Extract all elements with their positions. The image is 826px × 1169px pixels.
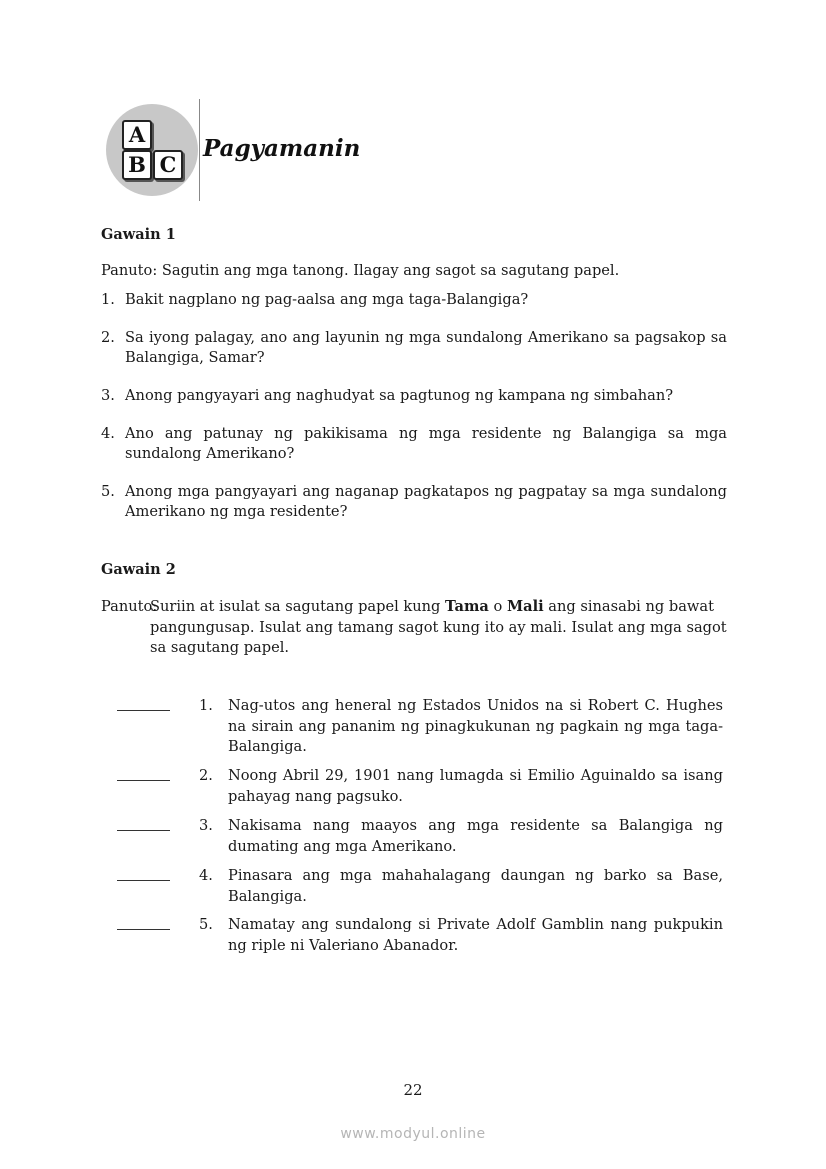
gawain2-directions bbox=[101, 597, 727, 659]
question-text: Sa iyong palagay, ano ang layunin ng mga sundalong Amerikano sa pagsakop sa Balangiga, Samar? bbox=[125, 329, 727, 366]
section-header bbox=[101, 99, 401, 201]
directions-text: Suriin at isulat sa sagutang papel kung Tama o Mali ang sinasabi ng bawat pangungusap. Isulat ang tamang sagot kung ito ay mali. Isulat ang mga sagot sa sagutang papel. bbox=[150, 598, 727, 656]
statement-text: Nakisama nang maayos ang mga residente sa Balangiga ng dumating ang mga Amerikano. bbox=[228, 817, 723, 855]
question-4 bbox=[101, 424, 727, 464]
block-c: C bbox=[153, 150, 183, 180]
question-5 bbox=[101, 482, 727, 522]
statement-text: Namatay ang sundalong si Private Adolf Gamblin nang pukpukin ng riple ni Valeriano Abanador. bbox=[228, 916, 723, 954]
question-text: Ano ang patunay ng pakikisama ng mga residente ng Balangiga sa mga sundalong Amerikano? bbox=[125, 425, 727, 462]
statement-3 bbox=[117, 816, 723, 857]
statement-number: 2. bbox=[199, 767, 213, 784]
answer-blank[interactable] bbox=[117, 830, 170, 831]
statement-number: 1. bbox=[199, 697, 213, 714]
watermark: www.modyul.online bbox=[340, 1126, 486, 1142]
question-number: 5. bbox=[101, 483, 115, 500]
answer-blank[interactable] bbox=[117, 780, 170, 781]
block-b: B bbox=[122, 150, 152, 180]
gawain2-heading: Gawain 2 bbox=[101, 561, 176, 578]
question-2 bbox=[101, 328, 727, 368]
gawain1-directions: Panuto: Sagutin ang mga tanong. Ilagay ang sagot sa sagutang papel. bbox=[101, 262, 620, 279]
statement-1 bbox=[117, 696, 723, 758]
answer-blank[interactable] bbox=[117, 880, 170, 881]
abc-blocks-icon bbox=[106, 104, 198, 196]
section-title: Pagyamanin bbox=[203, 135, 361, 162]
question-1 bbox=[101, 290, 727, 310]
statement-text: Nag-utos ang heneral ng Estados Unidos na si Robert C. Hughes na sirain ang pananim ng pinagkukunan ng pagkain ng mga taga-Balangiga. bbox=[228, 697, 723, 755]
block-a: A bbox=[122, 120, 152, 150]
statement-2 bbox=[117, 766, 723, 807]
question-number: 2. bbox=[101, 329, 115, 346]
question-number: 3. bbox=[101, 387, 115, 404]
question-number: 1. bbox=[101, 291, 115, 308]
gawain1-heading: Gawain 1 bbox=[101, 226, 176, 243]
question-number: 4. bbox=[101, 425, 115, 442]
question-3 bbox=[101, 386, 727, 406]
statement-5 bbox=[117, 915, 723, 956]
answer-blank[interactable] bbox=[117, 710, 170, 711]
header-divider bbox=[199, 99, 200, 201]
question-text: Anong pangyayari ang naghudyat sa pagtunog ng kampana ng simbahan? bbox=[125, 387, 674, 404]
tama-keyword: Tama bbox=[445, 598, 489, 615]
mali-keyword: Mali bbox=[506, 598, 544, 615]
directions-label: Panuto: bbox=[101, 598, 158, 615]
statement-text: Pinasara ang mga mahahalagang daungan ng barko sa Base, Balangiga. bbox=[228, 867, 723, 905]
answer-blank[interactable] bbox=[117, 929, 170, 930]
statement-text: Noong Abril 29, 1901 nang lumagda si Emilio Aguinaldo sa isang pahayag nang pagsuko. bbox=[228, 767, 723, 805]
statement-number: 5. bbox=[199, 916, 213, 933]
statement-number: 3. bbox=[199, 817, 213, 834]
statement-number: 4. bbox=[199, 867, 213, 884]
question-text: Anong mga pangyayari ang naganap pagkatapos ng pagpatay sa mga sundalong Amerikano ng mga residente? bbox=[125, 483, 727, 520]
statement-4 bbox=[117, 866, 723, 907]
page-number: 22 bbox=[403, 1081, 423, 1099]
question-text: Bakit nagplano ng pag-aalsa ang mga taga-Balangiga? bbox=[125, 291, 529, 308]
